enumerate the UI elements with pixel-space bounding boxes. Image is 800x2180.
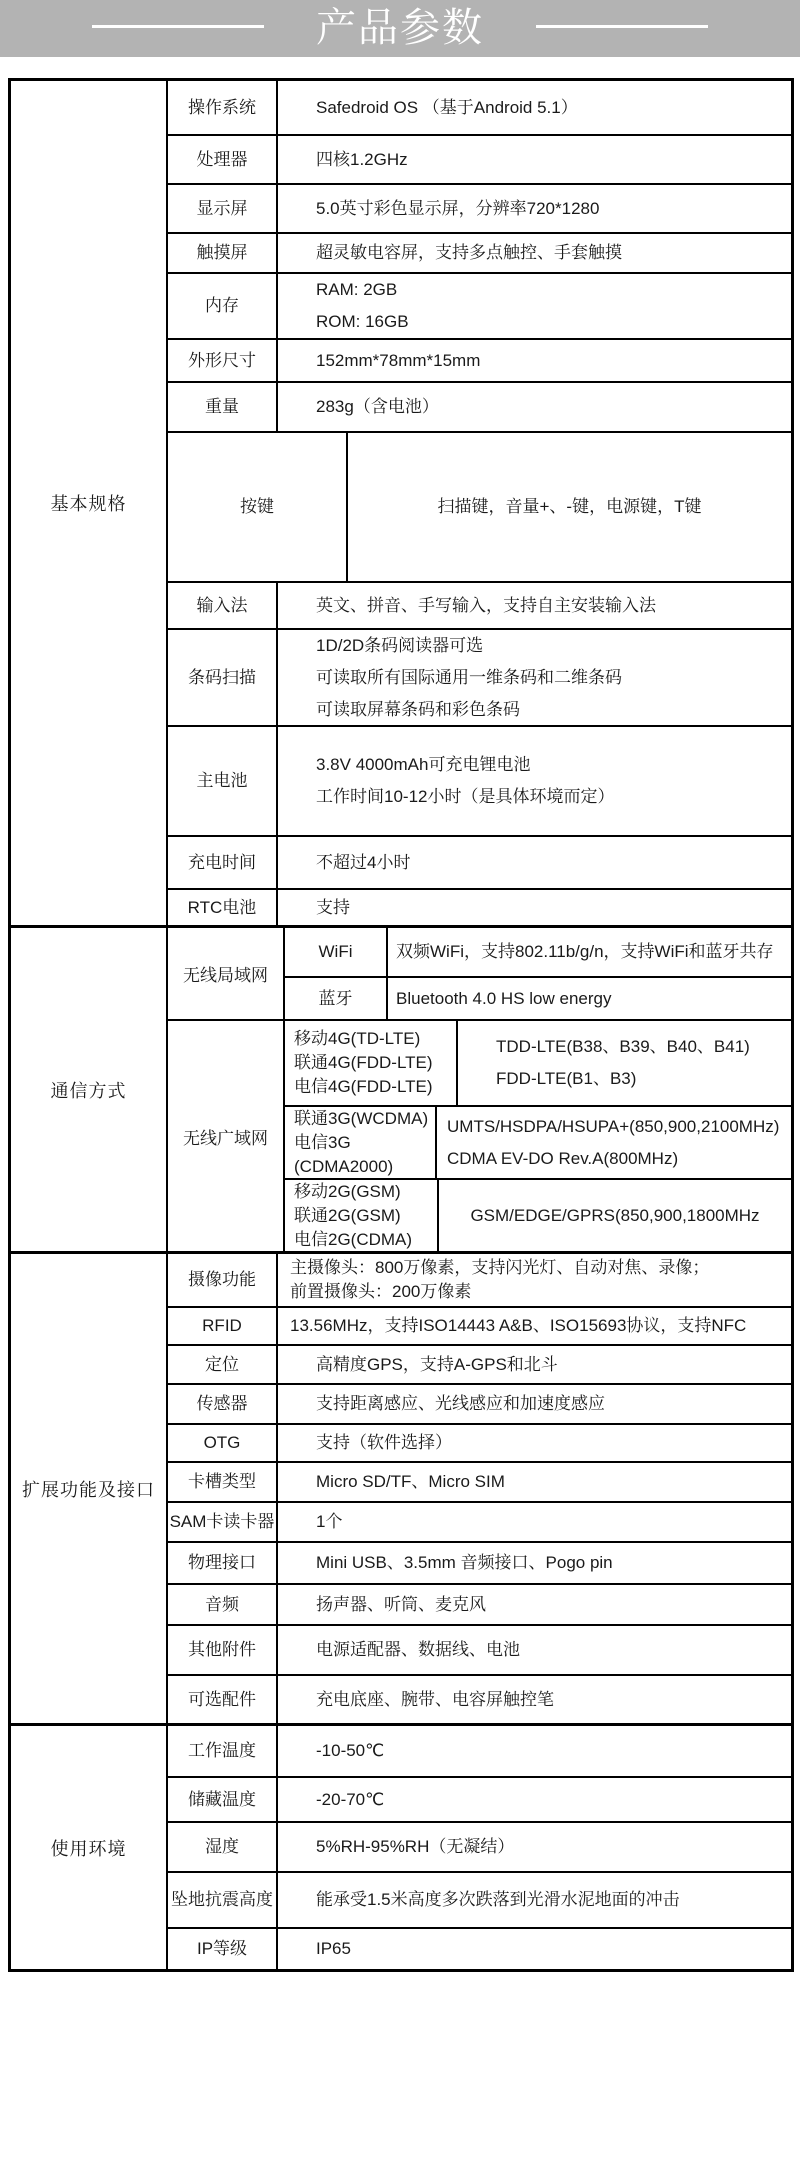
spec-row-value-text: UMTS/HSDPA/HSUPA+(850,900,2100MHz)	[447, 1116, 780, 1136]
spec-group	[168, 1019, 791, 1251]
spec-row-label-text: 外形尺寸	[188, 350, 256, 370]
section-label: 扩展功能及接口	[11, 1254, 168, 1723]
spec-row-value-text: 双频WiFi，支持802.11b/g/n，支持WiFi和蓝牙共存	[396, 942, 774, 961]
spec-row-label-text: 联通4G(FDD-LTE)	[294, 1053, 433, 1072]
spec-row-label-text: (CDMA2000)	[294, 1156, 394, 1176]
section-label: 基本规格	[11, 81, 168, 925]
spec-row-value-text: Bluetooth 4.0 HS low energy	[396, 988, 612, 1008]
spec-row-label-text: 蓝牙	[318, 988, 353, 1008]
page-title: 产品参数	[316, 6, 484, 50]
spec-row-value	[278, 1463, 791, 1501]
section-body	[168, 1254, 791, 1723]
spec-row-label-text: 触摸屏	[196, 243, 248, 262]
spec-row-value	[278, 1778, 791, 1821]
spec-row-label-text: RFID	[202, 1316, 242, 1335]
spec-row-value	[278, 1873, 791, 1927]
spec-row-label-text: 电信4G(FDD-LTE)	[294, 1077, 433, 1096]
spec-row	[168, 1871, 791, 1927]
spec-row-value-text: 工作时间10-12小时（是具体环境而定）	[316, 787, 615, 806]
spec-row-value-text: 前置摄像头：200万像素	[290, 1282, 472, 1301]
spec-row-label-text: 摄像功能	[188, 1270, 256, 1289]
spec-row-label-text: 工作温度	[188, 1741, 256, 1760]
spec-row-value	[278, 1676, 791, 1723]
spec-row-value	[278, 1385, 791, 1423]
spec-row-value-text: 主摄像头：800万像素，支持闪光灯、自动对焦、录像；	[290, 1258, 710, 1277]
spec-row-value-text: 1D/2D条码阅读器可选	[316, 635, 484, 655]
spec-row	[285, 928, 791, 976]
spec-section	[11, 1251, 791, 1723]
spec-row	[168, 725, 791, 835]
spec-row-value	[388, 928, 791, 976]
spec-row-label-text: 传感器	[196, 1394, 248, 1413]
spec-row	[168, 888, 791, 925]
spec-row-label	[168, 234, 278, 272]
spec-row	[168, 1624, 791, 1674]
spec-row	[168, 81, 791, 134]
spec-row-value-text: 支持（软件选择）	[316, 1433, 452, 1452]
spec-row-label-text: IP等级	[196, 1939, 248, 1958]
section-body	[168, 928, 791, 1251]
spec-row-value	[439, 1180, 791, 1251]
spec-row-label	[168, 1425, 278, 1461]
spec-row	[168, 338, 791, 381]
spec-row	[168, 232, 791, 272]
spec-row-value	[278, 1308, 791, 1344]
spec-row-label	[168, 1346, 278, 1383]
spec-row-label-text: 充电时间	[188, 852, 256, 872]
spec-row-label	[168, 1463, 278, 1501]
spec-row-label	[168, 433, 348, 581]
spec-row-label	[285, 978, 388, 1019]
spec-row-label	[168, 630, 278, 725]
spec-row	[168, 628, 791, 725]
spec-row-label	[168, 1626, 278, 1674]
spec-row-value	[278, 727, 791, 835]
spec-row-value-text: Micro SD/TF、Micro SIM	[316, 1472, 505, 1491]
spec-row-value	[437, 1107, 791, 1178]
spec-row-value	[278, 340, 791, 381]
spec-row	[168, 1383, 791, 1423]
spec-row-label	[168, 1385, 278, 1423]
spec-row-label-text: 主电池	[196, 771, 248, 790]
spec-row-label-text: 输入法	[196, 595, 248, 615]
spec-row-label	[168, 1503, 278, 1541]
spec-group	[168, 928, 791, 1019]
spec-row	[168, 1583, 791, 1624]
spec-row-label	[168, 1585, 278, 1624]
spec-row-value-text: 英文、拼音、手写输入，支持自主安装输入法	[316, 595, 656, 615]
spec-row-label	[168, 1726, 278, 1776]
spec-row	[168, 1306, 791, 1344]
spec-row-value-text: 可读取屏幕条码和彩色条码	[316, 699, 520, 719]
spec-row-value-text: RAM: 2GB	[316, 280, 398, 299]
spec-row-label	[168, 340, 278, 381]
spec-row-value	[278, 234, 791, 272]
page-header	[0, 0, 800, 57]
spec-row-value-text: 充电底座、腕带、电容屏触控笔	[316, 1689, 554, 1709]
spec-row-value	[278, 630, 791, 725]
spec-row-label-text: 电信2G(CDMA)	[294, 1229, 413, 1249]
spec-row-value-text: TDD-LTE(B38、B39、B40、B41)	[496, 1037, 750, 1056]
spec-row-label-text: 储藏温度	[188, 1789, 256, 1809]
group-label: 无线广域网	[168, 1021, 285, 1251]
spec-row-value	[278, 583, 791, 628]
spec-row-value	[278, 1503, 791, 1541]
spec-row	[168, 134, 791, 183]
spec-row-label	[285, 1021, 458, 1105]
spec-row	[168, 1541, 791, 1583]
spec-row	[168, 1344, 791, 1383]
header-line-right	[536, 25, 708, 28]
spec-row-label	[168, 81, 278, 134]
spec-row-value	[278, 1726, 791, 1776]
spec-row-value-text: 扫描键，音量+、-键，电源键，T键	[437, 497, 702, 516]
spec-row-label	[285, 1180, 439, 1251]
spec-row-value-text: -10-50℃	[316, 1741, 385, 1760]
spec-row-label-text: RTC电池	[187, 897, 257, 917]
group-body	[285, 928, 791, 1019]
spec-row-label-text: 移动4G(TD-LTE)	[294, 1029, 421, 1048]
spec-row	[168, 1726, 791, 1776]
spec-row-value	[278, 837, 791, 888]
spec-row-value-text: 283g（含电池）	[316, 397, 439, 416]
spec-row	[168, 1821, 791, 1871]
spec-row-label-text: WiFi	[318, 942, 353, 961]
spec-row-label-text: 卡槽类型	[188, 1472, 256, 1491]
spec-row-label-text: 重量	[205, 397, 239, 416]
header-line-left	[92, 25, 264, 28]
spec-row-value-text: 可读取所有国际通用一维条码和二维条码	[316, 667, 622, 687]
spec-row-value	[278, 136, 791, 183]
group-label: 无线局域网	[168, 928, 285, 1019]
spec-row-label	[168, 274, 278, 338]
spec-row	[285, 1178, 791, 1251]
spec-row	[168, 1461, 791, 1501]
spec-row-value-text: Safedroid OS （基于Android 5.1）	[316, 97, 578, 117]
spec-row	[168, 1776, 791, 1821]
spec-section	[11, 1723, 791, 1969]
spec-row-value-text: 1个	[316, 1512, 343, 1531]
spec-row-label-text: 可选配件	[188, 1689, 256, 1709]
spec-row-label-text: 联通3G(WCDMA)	[294, 1108, 429, 1128]
spec-row-value	[348, 433, 791, 581]
spec-row-value-text: Mini USB、3.5mm 音频接口、Pogo pin	[316, 1553, 613, 1572]
spec-row-label-text: OTG	[203, 1433, 241, 1452]
spec-row-label-text: 按键	[240, 497, 274, 516]
spec-row-label	[285, 1107, 437, 1178]
spec-row-value	[278, 1254, 791, 1306]
spec-row-value-text: GSM/EDGE/GPRS(850,900,1800MHz	[470, 1205, 760, 1225]
section-body	[168, 81, 791, 925]
section-label: 通信方式	[11, 928, 168, 1251]
spec-row	[168, 1927, 791, 1969]
spec-row-label	[168, 1873, 278, 1927]
spec-row	[168, 581, 791, 628]
group-body	[285, 1021, 791, 1251]
spec-row	[285, 1021, 791, 1105]
spec-row	[168, 1423, 791, 1461]
spec-row	[168, 381, 791, 431]
spec-row-label	[168, 383, 278, 431]
spec-row-value-text: IP65	[316, 1939, 351, 1958]
spec-row-label-text: 条码扫描	[188, 667, 256, 687]
spec-row-label	[168, 185, 278, 232]
spec-row	[168, 431, 791, 581]
spec-row-value-text: 扬声器、听筒、麦克风	[316, 1594, 486, 1614]
spec-row-value-text: CDMA EV-DO Rev.A(800MHz)	[447, 1148, 679, 1168]
spec-row-label-text: 定位	[205, 1354, 239, 1374]
spec-row-value	[278, 185, 791, 232]
spec-row-label	[168, 1254, 278, 1306]
spec-row-label-text: 显示屏	[196, 198, 248, 218]
spec-row-value	[278, 1585, 791, 1624]
spec-row-value-text: 不超过4小时	[316, 852, 411, 872]
spec-row-value-text: 四核1.2GHz	[316, 149, 408, 169]
spec-row-label	[168, 1676, 278, 1723]
spec-row-value-text: FDD-LTE(B1、B3)	[496, 1069, 637, 1088]
spec-row-value	[278, 1425, 791, 1461]
spec-row-value	[458, 1021, 791, 1105]
spec-row-value-text: 3.8V 4000mAh可充电锂电池	[316, 755, 531, 774]
spec-row-label-text: 其他附件	[188, 1640, 256, 1659]
spec-row	[168, 183, 791, 232]
spec-row-value-text: -20-70℃	[316, 1789, 385, 1809]
spec-row-label-text: 内存	[205, 296, 239, 315]
spec-row	[168, 1501, 791, 1541]
spec-row-label	[168, 136, 278, 183]
spec-row-value-text: 5.0英寸彩色显示屏，分辨率720*1280	[316, 198, 600, 218]
spec-section	[11, 925, 791, 1251]
spec-row-value	[278, 890, 791, 925]
spec-row-value	[278, 1626, 791, 1674]
spec-row-label	[168, 890, 278, 925]
spec-row-label	[168, 583, 278, 628]
spec-row-value	[278, 1823, 791, 1871]
spec-row	[285, 1105, 791, 1178]
spec-row-value	[388, 978, 791, 1019]
spec-row-label-text: 操作系统	[188, 97, 256, 117]
spec-row-value	[278, 1543, 791, 1583]
spec-row-value	[278, 81, 791, 134]
spec-row-value-text: 支持	[316, 897, 350, 917]
spec-row-value	[278, 1929, 791, 1969]
spec-row-value-text: 13.56MHz，支持ISO14443 A&B、ISO15693协议，支持NFC	[290, 1316, 747, 1335]
spec-row-label-text: 湿度	[205, 1837, 239, 1856]
section-label: 使用环境	[11, 1726, 168, 1969]
spec-row	[285, 976, 791, 1019]
spec-table	[8, 78, 794, 1972]
spec-row-value	[278, 1346, 791, 1383]
spec-row-label	[168, 1543, 278, 1583]
spec-row-value-text: 152mm*78mm*15mm	[316, 350, 481, 370]
spec-row	[168, 835, 791, 888]
spec-row-label	[168, 1823, 278, 1871]
spec-row-label	[168, 1308, 278, 1344]
spec-row	[168, 1254, 791, 1306]
spec-row-label-text: 音频	[205, 1594, 239, 1614]
spec-row-value	[278, 274, 791, 338]
spec-row-value	[278, 383, 791, 431]
spec-row-label-text: 处理器	[196, 149, 248, 169]
spec-row-value-text: 高精度GPS，支持A-GPS和北斗	[316, 1354, 558, 1374]
spec-row	[168, 272, 791, 338]
spec-row-label	[168, 1778, 278, 1821]
spec-row-label-text: 电信3G	[294, 1132, 351, 1152]
spec-row	[168, 1674, 791, 1723]
spec-row-value-text: 5%RH-95%RH（无凝结）	[316, 1837, 515, 1856]
spec-row-value-text: 能承受1.5米高度多次跌落到光滑水泥地面的冲击	[316, 1890, 680, 1909]
spec-row-label-text: 联通2G(GSM)	[294, 1205, 401, 1225]
spec-row-value-text: 支持距离感应、光线感应和加速度感应	[316, 1394, 605, 1413]
spec-row-label	[168, 837, 278, 888]
spec-row-label	[285, 928, 388, 976]
spec-row-label-text: 坠地抗震高度	[171, 1890, 273, 1909]
spec-section	[11, 81, 791, 925]
spec-row-label-text: 物理接口	[188, 1553, 256, 1572]
spec-row-label-text: SAM卡读卡器	[169, 1512, 275, 1531]
spec-row-value-text: 超灵敏电容屏，支持多点触控、手套触摸	[316, 243, 622, 262]
spec-row-label-text: 移动2G(GSM)	[294, 1181, 401, 1201]
section-body	[168, 1726, 791, 1969]
spec-row-label	[168, 727, 278, 835]
spec-row-label	[168, 1929, 278, 1969]
spec-row-value-text: ROM: 16GB	[316, 312, 409, 331]
spec-row-value-text: 电源适配器、数据线、电池	[316, 1640, 520, 1659]
